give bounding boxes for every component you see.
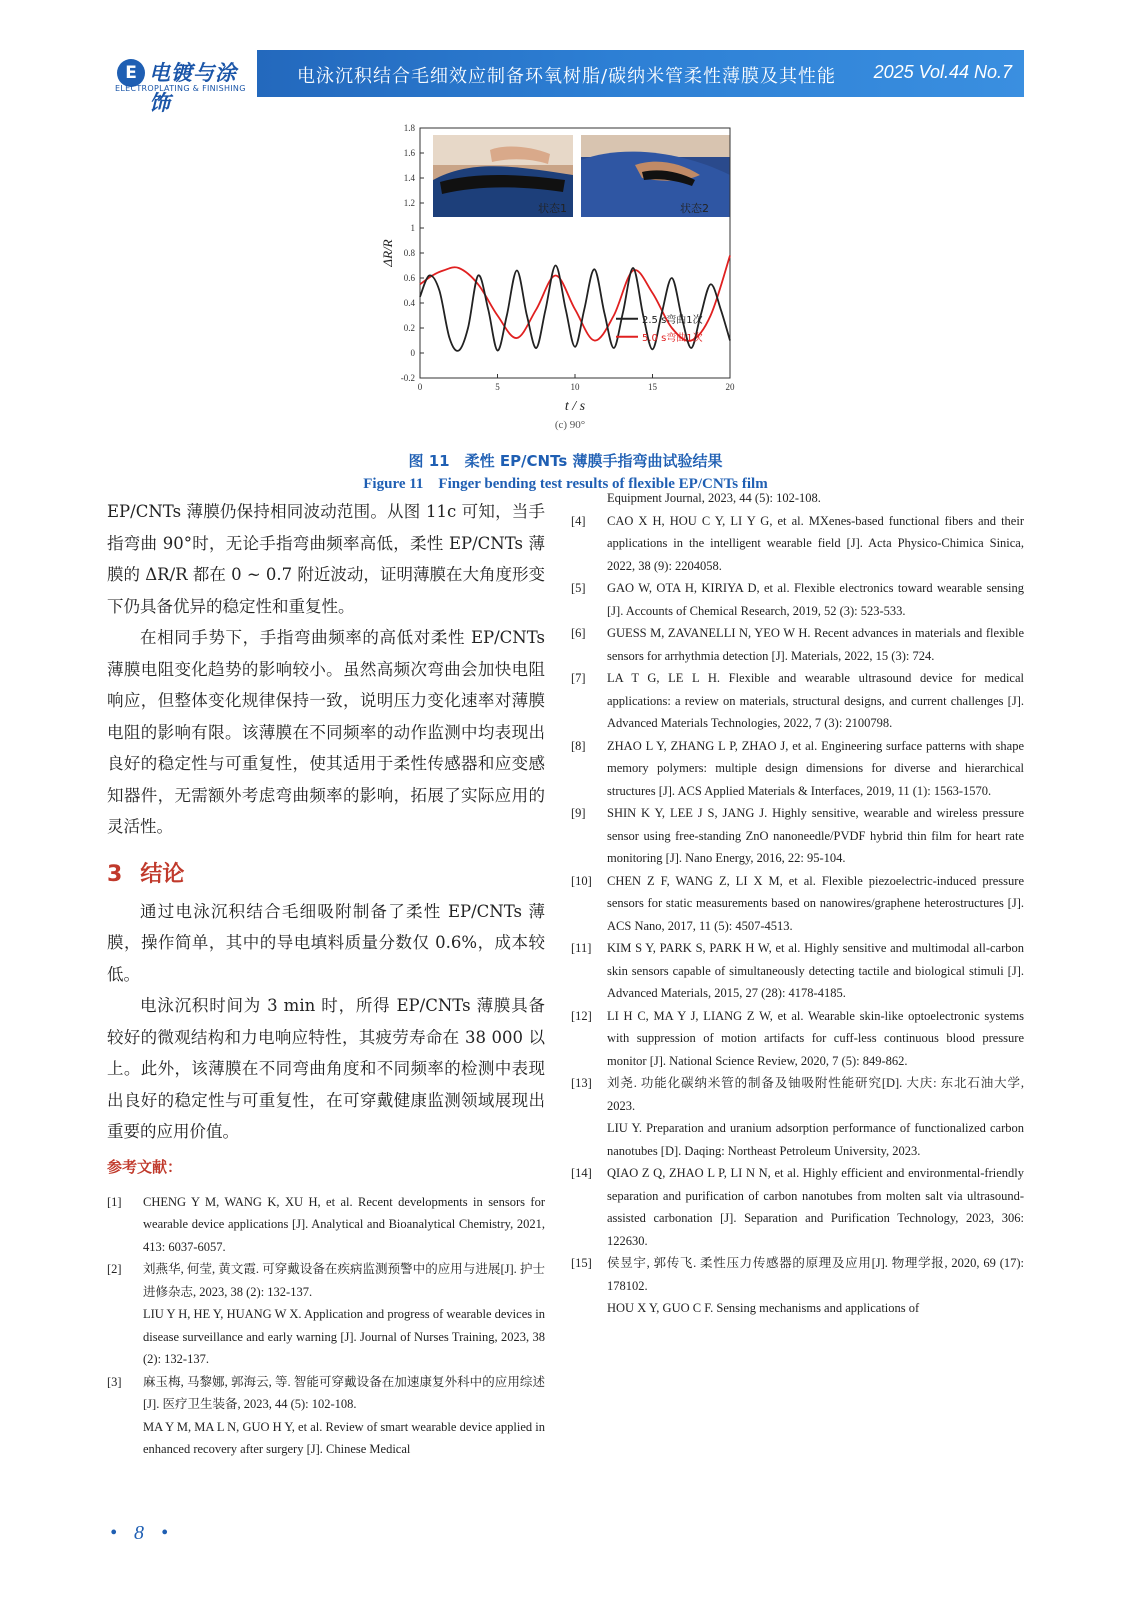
reference-number xyxy=(571,1297,607,1320)
x-tick-label: 15 xyxy=(648,382,657,392)
reference-text: LIU Y H, HE Y, HUANG W X. Application and progress of wearable devices in disease surveillance and early warning [J]. Journal of Nurses Training, 2023, 38 (2): 132-137. xyxy=(143,1307,545,1366)
reference-number: [10] xyxy=(571,873,592,888)
reference-number: [15] xyxy=(571,1256,592,1270)
reference-item xyxy=(571,802,1024,870)
reference-number: [1] xyxy=(107,1194,122,1209)
reference-number xyxy=(107,1416,143,1461)
logo-en-text: ELECTROPLATING & FINISHING xyxy=(115,84,246,93)
reference-number xyxy=(571,487,607,510)
figure-caption-cn: 图 11 柔性 EP/CNTs 薄膜手指弯曲试验结果 xyxy=(408,452,723,470)
logo-mark-icon: E xyxy=(117,59,145,87)
reference-number: [14] xyxy=(571,1166,592,1180)
reference-item xyxy=(571,622,1024,667)
reference-text: HOU X Y, GUO C F. Sensing mechanisms and applications of xyxy=(607,1301,920,1315)
reference-item xyxy=(571,870,1024,938)
reference-list-left xyxy=(107,1191,545,1461)
left-column xyxy=(107,496,545,1461)
reference-number: [2] xyxy=(107,1262,122,1276)
reference-number: [11] xyxy=(571,941,592,955)
reference-item xyxy=(107,1371,545,1416)
y-tick-label: -0.2 xyxy=(400,373,415,383)
legend-label: 5.0 s弯曲1次 xyxy=(642,332,703,344)
y-tick-label: 0.6 xyxy=(403,273,415,283)
reference-text: GAO W, OTA H, KIRIYA D, et al. Flexible electronics toward wearable sensing [J]. Accounts of Chemical Research, 2019, 52 (3): 523-533. xyxy=(607,581,1024,618)
panel-label: (c) 90° xyxy=(554,419,586,431)
figure-11 xyxy=(380,120,760,440)
reference-text: 麻玉梅, 马黎娜, 郭海云, 等. 智能可穿戴设备在加速康复外科中的应用综述[J]. 医疗卫生装备, 2023, 44 (5): 102-108. xyxy=(143,1374,545,1411)
volume-issue: 2025 Vol.44 No.7 xyxy=(873,62,1012,82)
running-title: 电泳沉积结合毛细效应制备环氧树脂/碳纳米管柔性薄膜及其性能 xyxy=(297,66,837,87)
reference-text: LA T G, LE L H. Flexible and wearable ultrasound device for medical applications: a review on materials, structural designs, and current challenges [J]. Advanced Materials Technologies, 2022, 7 (3): 2100798. xyxy=(607,671,1024,730)
reference-number: [9] xyxy=(571,806,586,820)
reference-text: LIU Y. Preparation and uranium adsorption performance of functionalized carbon nanotubes [D]. Daqing: Northeast Petroleum University, 2023. xyxy=(607,1121,1024,1158)
section-number: 3 xyxy=(107,861,123,887)
reference-item xyxy=(571,1117,1024,1162)
reference-number xyxy=(107,1303,143,1371)
reference-number: [12] xyxy=(571,1008,592,1023)
reference-item xyxy=(571,577,1024,622)
figure-caption-en: Figure 11 Finger bending test results of flexible EP/CNTs film xyxy=(363,476,768,492)
reference-number: [5] xyxy=(571,581,586,595)
page-number: • 8 • xyxy=(110,1522,175,1544)
inset-photo-state-1 xyxy=(433,135,573,217)
reference-item xyxy=(571,1252,1024,1297)
reference-item xyxy=(571,1072,1024,1117)
y-tick-label: 1.6 xyxy=(403,148,415,158)
reference-list-right xyxy=(571,487,1024,1320)
references-heading: 参考文献： xyxy=(107,1157,183,1176)
reference-item xyxy=(571,487,1024,510)
x-tick-label: 20 xyxy=(725,382,735,392)
reference-text: 刘尧. 功能化碳纳米管的制备及铀吸附性能研究[D]. 大庆: 东北石油大学, 2023. xyxy=(607,1076,1024,1113)
x-axis-label: t / s xyxy=(564,399,586,414)
reference-item xyxy=(107,1303,545,1371)
y-tick-label: 1.4 xyxy=(403,173,415,183)
y-tick-label: 1 xyxy=(410,223,415,233)
journal-header xyxy=(107,50,1024,115)
finger-bending-chart xyxy=(380,120,760,440)
reference-text: SHIN K Y, LEE J S, JANG J. Highly sensitive, wearable and wireless pressure sensor using free-standing ZnO nanoneedle/PVDF hybrid thin film for heart rate monitoring [J]. Nano Energy, 2016, 22: 95-104. xyxy=(607,806,1024,865)
reference-number: [4] xyxy=(571,513,586,528)
y-tick-label: 1.2 xyxy=(403,198,415,208)
reference-text: Equipment Journal, 2023, 44 (5): 102-108. xyxy=(607,491,821,505)
reference-item xyxy=(571,1005,1024,1073)
y-tick-label: 0.4 xyxy=(403,298,415,308)
section-heading xyxy=(107,857,545,888)
journal-logo xyxy=(107,50,257,115)
section-title: 结论 xyxy=(140,861,185,887)
body-paragraph: 通过电泳沉积结合毛细吸附制备了柔性 EP/CNTs 薄膜，操作简单，其中的导电填料质量分数仅 0.6%，成本较低。 xyxy=(107,901,545,984)
body-paragraph: 电泳沉积时间为 3 min 时，所得 EP/CNTs 薄膜具备较好的微观结构和力电响应特性，其疲劳寿命在 38 000 以上。此外，该薄膜在不同弯曲角度和不同频率的检测中表现出良好的稳定性与可重复性，在可穿戴健康监测领域展现出重要的应用价值。 xyxy=(107,996,545,1141)
reference-text: KIM S Y, PARK S, PARK H W, et al. Highly sensitive and multimodal all-carbon skin sensors capable of simultaneously detecting tactile and biological stimuli [J]. Advanced Materials, 2015, 27 (28): 4178-4185. xyxy=(607,941,1024,1000)
reference-item xyxy=(571,937,1024,1005)
reference-number: [3] xyxy=(107,1374,122,1389)
reference-number: [13] xyxy=(571,1076,592,1090)
reference-item xyxy=(571,510,1024,578)
reference-text: 刘燕华, 何莹, 黄文霞. 可穿戴设备在疾病监测预警中的应用与进展[J]. 护士进修杂志, 2023, 38 (2): 132-137. xyxy=(143,1262,545,1299)
reference-item xyxy=(571,667,1024,735)
inset-photo-state-2 xyxy=(581,135,730,217)
y-tick-label: 1.8 xyxy=(403,123,415,133)
y-tick-label: 0.2 xyxy=(403,323,415,333)
inset-label-1: 状态1 xyxy=(538,202,567,215)
x-tick-label: 0 xyxy=(417,382,423,392)
legend-label: 2.5 s弯曲1次 xyxy=(642,314,703,326)
y-tick-label: 0.8 xyxy=(403,248,415,258)
reference-text: MA Y M, MA L N, GUO H Y, et al. Review of smart wearable device applied in enhanced recovery after surgery [J]. Chinese Medical xyxy=(143,1419,545,1456)
reference-number xyxy=(571,1117,607,1162)
logo-cn-text: 电镀与涂饰 xyxy=(149,60,237,115)
reference-text: ZHAO L Y, ZHANG L P, ZHAO J, et al. Engineering surface patterns with shape memory polymers: multiple design dimensions for diverse and hierarchical structures [J]. ACS Applied Materials & Interfaces, 2019, 11 (1): 1563-1570. xyxy=(607,738,1024,798)
reference-item xyxy=(107,1416,545,1461)
body-paragraph: EP/CNTs 薄膜仍保持相同波动范围。从图 11c 可知，当手指弯曲 90°时，无论手指弯曲频率高低，柔性 EP/CNTs 薄膜的 ΔR/R 都在 0 ~ 0.7 附近波动，证明薄膜在大角度形变下仍具备优异的稳定性和重复性。 xyxy=(107,502,545,616)
reference-text: LI H C, MA Y J, LIANG Z W, et al. Wearable skin-like optoelectronic systems with suppression of motion artifacts for cuff-less continuous blood pressure monitor [J]. National Science Review, 2020, 7 (5): 849-862. xyxy=(607,1008,1024,1068)
reference-text: 侯昱宇, 郭传飞. 柔性压力传感器的原理及应用[J]. 物理学报, 2020, 69 (17): 178102. xyxy=(607,1256,1024,1293)
reference-text: QIAO Z Q, ZHAO L P, LI N N, et al. Highly efficient and environmental-friendly separation and purification of carbon nanotubes from molten salt via ultrasound-assisted carbonation [J]. Separation and Purification Technology, 2023, 306: 122630. xyxy=(607,1166,1024,1248)
y-tick-label: 0 xyxy=(410,348,415,358)
x-tick-label: 10 xyxy=(570,382,580,392)
reference-item xyxy=(571,735,1024,803)
reference-text: GUESS M, ZAVANELLI N, YEO W H. Recent advances in materials and flexible sensors for arrhythmia detection [J]. Materials, 2022, 15 (3): 724. xyxy=(607,626,1024,663)
reference-item xyxy=(571,1162,1024,1252)
y-axis-label: ΔR/R xyxy=(380,239,395,267)
reference-number: [7] xyxy=(571,671,586,685)
right-column xyxy=(571,487,1024,1320)
x-tick-label: 5 xyxy=(495,382,500,392)
inset-label-2: 状态2 xyxy=(680,202,709,215)
reference-item xyxy=(571,1297,1024,1320)
reference-number: [8] xyxy=(571,738,586,753)
reference-text: CAO X H, HOU C Y, LI Y G, et al. MXenes-based functional fibers and their applications in the intelligent wearable field [J]. Acta Physico-Chimica Sinica, 2022, 38 (9): 2204058. xyxy=(607,513,1024,573)
reference-item xyxy=(107,1191,545,1259)
reference-text: CHENG Y M, WANG K, XU H, et al. Recent developments in sensors for wearable device applications [J]. Analytical and Bioanalytical Chemistry, 2021, 413: 6037-6057. xyxy=(143,1194,545,1254)
reference-number: [6] xyxy=(571,626,586,640)
body-paragraph: 在相同手势下，手指弯曲频率的高低对柔性 EP/CNTs 薄膜电阻变化趋势的影响较小。虽然高频次弯曲会加快电阻响应，但整体变化规律保持一致，说明压力变化速率对薄膜电阻的影响有限。该薄膜在不同频率的动作监测中均表现出良好的稳定性与可重复性，使其适用于柔性传感器和应变感知器件，无需额外考虑弯曲频率的影响，拓展了实际应用的灵活性。 xyxy=(107,628,545,836)
reference-text: CHEN Z F, WANG Z, LI X M, et al. Flexible piezoelectric-induced pressure sensors for static measurements based on nanowires/graphene heterostructures [J]. ACS Nano, 2017, 11 (5): 4507-4513. xyxy=(607,873,1024,933)
reference-item xyxy=(107,1258,545,1303)
